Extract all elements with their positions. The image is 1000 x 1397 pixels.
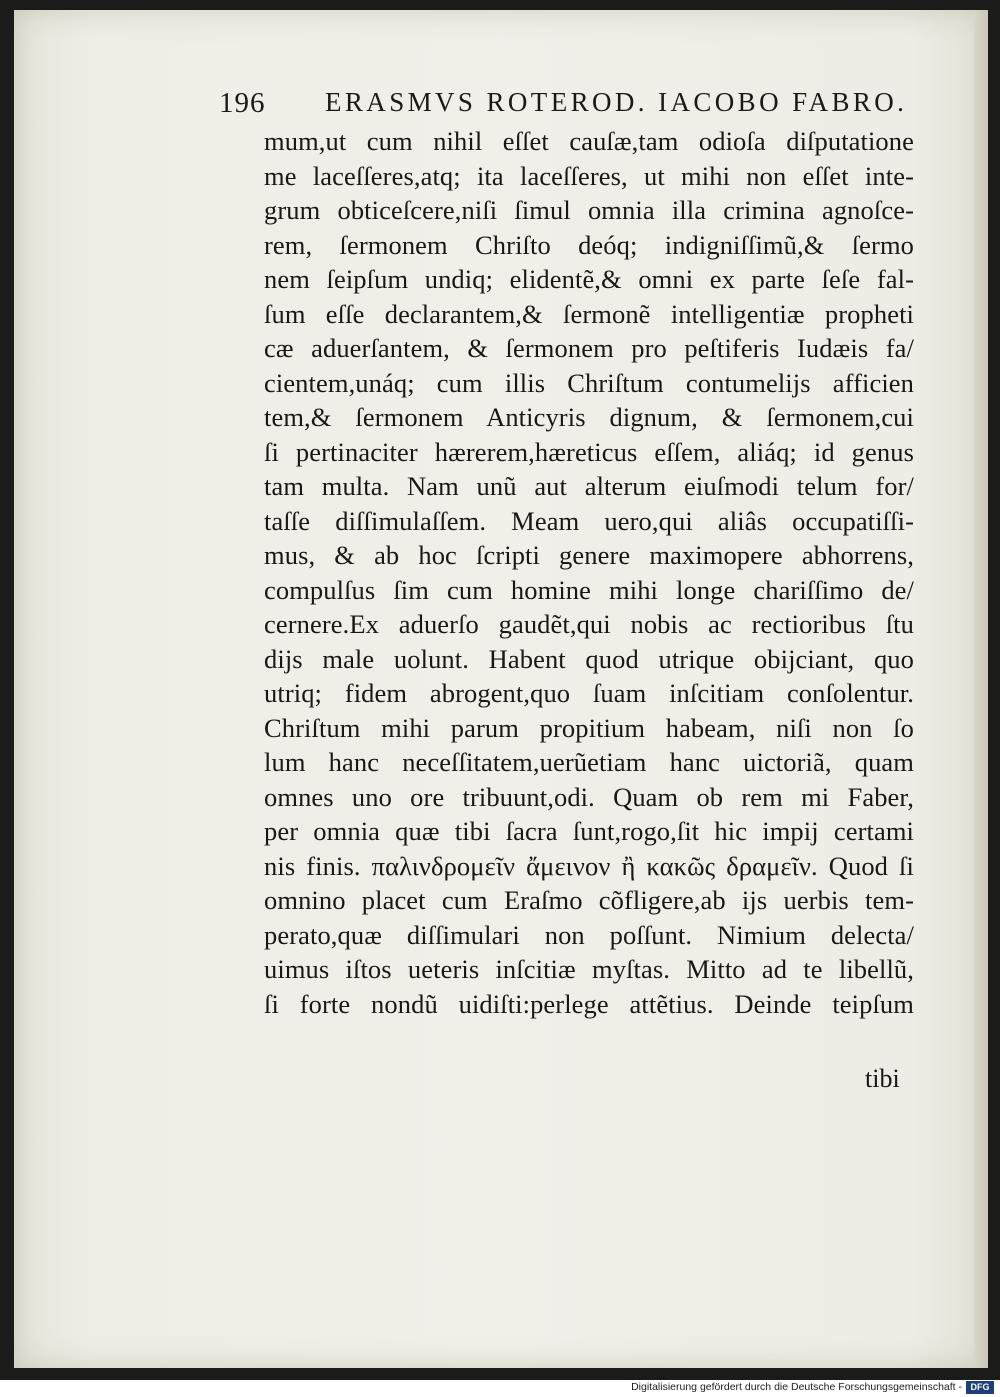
text-line: mum,ut cum nihil eſſet cauſæ,tam odioſa diſputatione (264, 126, 914, 156)
text-line: utriq; fidem abrogent,quo ſuam inſcitiam conſolentur. (264, 678, 914, 708)
body-text (264, 124, 914, 1021)
text-line: ſum eſſe declarantem,& ſermonẽ intelligentiæ propheti (264, 298, 914, 329)
text-line: omnes uno ore tribuunt,odi. Quam ob rem mi Faber, (264, 781, 914, 812)
page-edge (974, 10, 988, 1368)
text-line: me laceſſeres,atq; ita laceſſeres, ut mihi non eſſet inte- (264, 160, 914, 191)
catchword: tibi (865, 1064, 900, 1093)
text-line: cientem,unáq; cum illis Chriſtum contumelijs afficien (264, 367, 914, 398)
text-line: grum obticeſcere,niſi ſimul omnia illa crimina agnoſce- (264, 195, 914, 225)
text-line: ſi pertinaciter hærerem,hæreticus eſſem, aliáq; id genus (264, 436, 914, 467)
text-line: Chriſtum mihi parum propitium habeam, niſi non ſo (264, 712, 914, 743)
text-line: omnino placet cum Eraſmo cõfligere,ab ijs uerbis tem- (264, 885, 914, 915)
text-line: ſi forte nondũ uidiſti:perlege attẽtius. Deinde teipſum (264, 988, 914, 1019)
book-page (14, 10, 988, 1368)
text-line: nis finis. παλινδρομεῖν ἄμεινον ἢ κακῶς δραμεῖν. Quod ſi (264, 850, 914, 881)
text-line: dijs male uolunt. Habent quod utrique obijciant, quo (264, 643, 914, 674)
text-line: per omnia quæ tibi ſacra ſunt,rogo,ſit hic impij certami (264, 816, 914, 846)
text-line: cernere.Ex aduerſo gaudẽt,qui nobis ac rectioribus ſtu (264, 609, 914, 639)
running-head (14, 87, 988, 127)
text-line: mus, & ab hoc ſcripti genere maximopere abhorrens, (264, 540, 914, 570)
text-line: perato,quæ diſſimulari non poſſunt. Nimium delecta/ (264, 919, 914, 950)
text-line: nem ſeipſum undiq; elidentẽ,& omni ex parte ſeſe fal- (264, 264, 914, 294)
text-line: tem,& ſermonem Anticyris dignum, & ſermonem,cui (264, 402, 914, 432)
text-line: taſſe diſſimulaſſem. Meam uero,qui aliâs occupatiſſi- (264, 505, 914, 536)
dfg-logo: DFG (966, 1381, 994, 1394)
text-line: compulſus ſim cum homine mihi longe chariſſimo de/ (264, 574, 914, 605)
text-line: tam multa. Nam unũ aut alterum eiuſmodi telum for/ (264, 471, 914, 501)
text-line: rem, ſermonem Chriſto deóq; indigniſſimũ,& ſermo (264, 229, 914, 260)
text-line: uimus iſtos ueteris inſcitiæ myſtas. Mitto ad te libellũ, (264, 954, 914, 984)
page-number: 196 (219, 87, 266, 119)
digitization-credit: Digitalisierung gefördert durch die Deutsche Forschungsgemeinschaft - (631, 1381, 962, 1393)
text-line: cæ aduerſantem, & ſermonem pro peſtiferis Iudæis fa/ (264, 333, 914, 363)
text-line: lum hanc neceſſitatem,uerũetiam hanc uictoriã, quam (264, 747, 914, 777)
running-title: ERASMVS ROTEROD. IACOBO FABRO. (325, 87, 908, 117)
